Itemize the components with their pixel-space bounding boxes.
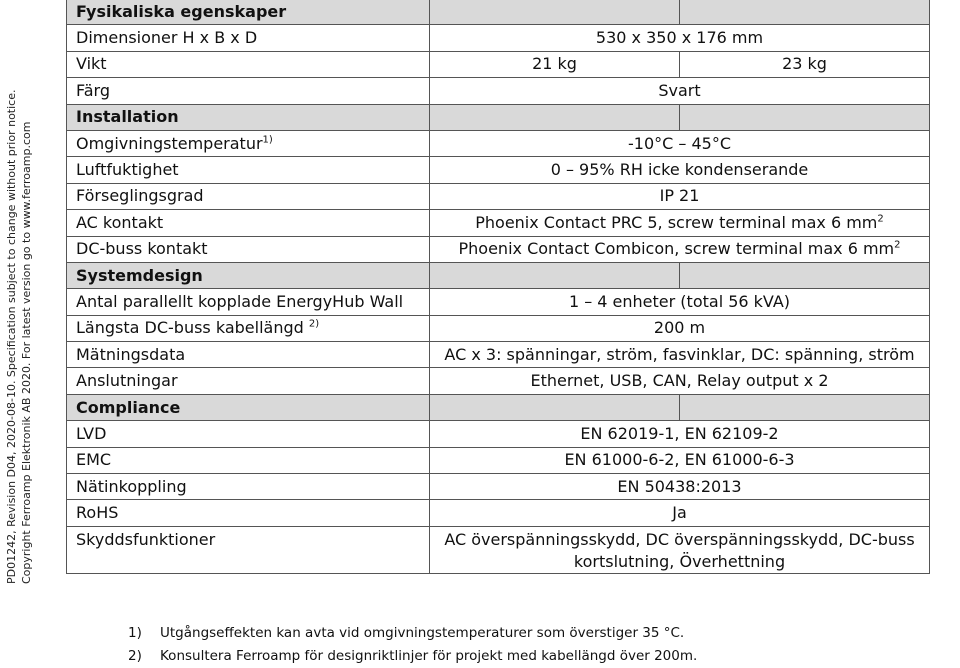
- row-value: IP 21: [430, 183, 930, 209]
- row-label: Nätinkoppling: [67, 474, 430, 500]
- row-label: Skyddsfunktioner: [67, 526, 430, 573]
- row-value: 1 – 4 enheter (total 56 kVA): [430, 289, 930, 315]
- footnote-text: Konsultera Ferroamp för designriktlinjer för projekt med kabellängd över 200m.: [160, 648, 698, 664]
- footnote: [128, 645, 697, 668]
- row-label: Längsta DC-buss kabellängd $^{2)}$: [67, 315, 430, 341]
- table-row: [67, 236, 930, 262]
- row-value: AC x 3: spänningar, ström, fasvinklar, DC: spänning, ström: [430, 342, 930, 368]
- section-title: Installation: [67, 104, 430, 130]
- table-row: [67, 474, 930, 500]
- side-notice: [4, 89, 34, 584]
- row-label: Vikt: [67, 51, 430, 77]
- table-row: [67, 500, 930, 526]
- footnote-number: 2): [128, 648, 142, 664]
- row-value: AC överspänningsskydd, DC överspänningsskydd, DC-buss kortslutning, Överhettning: [430, 526, 930, 573]
- table-row: [67, 157, 930, 183]
- table-row: [67, 130, 930, 156]
- row-value: Phoenix Contact Combicon, screw terminal max 6 $mm^2$: [430, 236, 930, 262]
- section-title: Systemdesign: [67, 262, 430, 288]
- row-value: Ja: [430, 500, 930, 526]
- row-label: Färg: [67, 78, 430, 104]
- row-value: 200 m: [430, 315, 930, 341]
- spec-table: [66, 0, 930, 574]
- footnote: [128, 622, 697, 645]
- row-label: Omgivningstemperatur$^{1)}$: [67, 130, 430, 156]
- section-row: [67, 104, 930, 130]
- section-row: [67, 262, 930, 288]
- row-label: RoHS: [67, 500, 430, 526]
- table-row: [67, 25, 930, 51]
- row-label: Dimensioner H x B x D: [67, 25, 430, 51]
- row-value: -10°C – 45°C: [430, 130, 930, 156]
- footnote-text: Utgångseffekten kan avta vid omgivningstemperaturer som överstiger 35 °C.: [160, 625, 685, 641]
- row-label: Antal parallellt kopplade EnergyHub Wall: [67, 289, 430, 315]
- section-title: Fysikaliska egenskaper: [67, 0, 430, 25]
- row-value: EN 62019-1, EN 62109-2: [430, 421, 930, 447]
- row-value: EN 61000-6-2, EN 61000-6-3: [430, 447, 930, 473]
- section-row: [67, 394, 930, 420]
- section-title: Compliance: [67, 394, 430, 420]
- row-label: AC kontakt: [67, 210, 430, 236]
- revision-note: PD01242, Revision D04, 2020-08-10. Specification subject to change without prior notice.: [5, 89, 18, 584]
- row-label: EMC: [67, 447, 430, 473]
- row-label: Mätningsdata: [67, 342, 430, 368]
- row-label: DC-buss kontakt: [67, 236, 430, 262]
- footnote-ref: 2): [308, 319, 320, 331]
- row-value: 23 kg: [680, 51, 930, 77]
- copyright-note: Copyright Ferroamp Elektronik AB 2020. For latest version go to www.ferroamp.com: [20, 121, 33, 584]
- table-row: [67, 526, 930, 573]
- footnote-number: 1): [128, 625, 142, 641]
- row-label: LVD: [67, 421, 430, 447]
- row-label: Luftfuktighet: [67, 157, 430, 183]
- footnotes: [128, 622, 697, 668]
- table-row: [67, 368, 930, 394]
- row-value: EN 50438:2013: [430, 474, 930, 500]
- table-row: [67, 447, 930, 473]
- row-value: Ethernet, USB, CAN, Relay output x 2: [430, 368, 930, 394]
- table-row: [67, 78, 930, 104]
- row-value: Phoenix Contact PRC 5, screw terminal max 6 $mm^2$: [430, 210, 930, 236]
- row-value: 530 x 350 x 176 mm: [430, 25, 930, 51]
- row-label: Anslutningar: [67, 368, 430, 394]
- row-label: Förseglingsgrad: [67, 183, 430, 209]
- table-row: [67, 289, 930, 315]
- row-value: 0 – 95% RH icke kondenserande: [430, 157, 930, 183]
- footnote-ref: 1): [262, 134, 273, 146]
- row-value: 21 kg: [430, 51, 680, 77]
- table-row: [67, 342, 930, 368]
- row-value: Svart: [430, 78, 930, 104]
- table-row: [67, 183, 930, 209]
- table-row: [67, 210, 930, 236]
- table-row: [67, 51, 930, 77]
- table-row: [67, 421, 930, 447]
- section-row: [67, 0, 930, 25]
- table-row: [67, 315, 930, 341]
